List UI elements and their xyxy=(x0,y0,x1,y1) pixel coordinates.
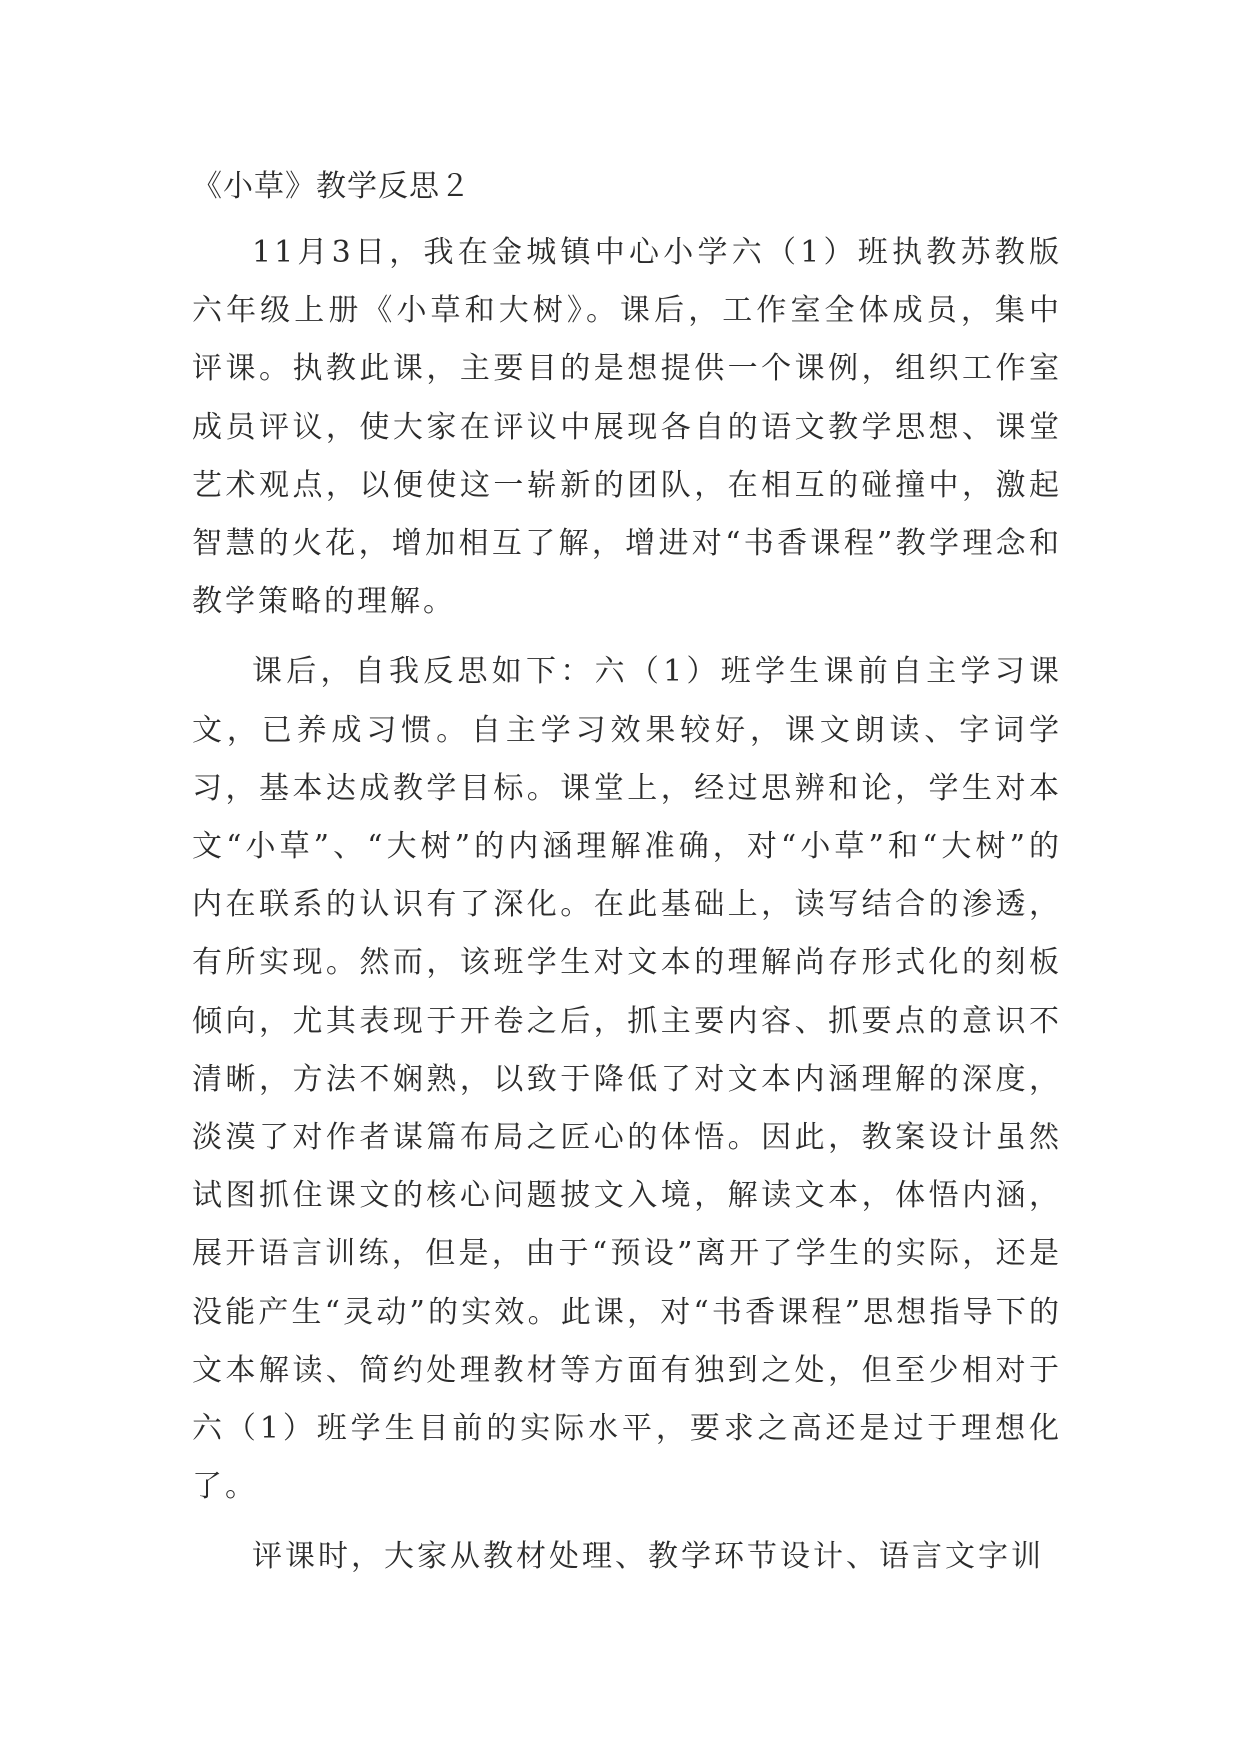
paragraph-3: 评课时，大家从教材处理、教学环节设计、语言文字训 xyxy=(252,1539,1044,1575)
document-title: 《小草》教学反思２ xyxy=(192,169,471,204)
paragraph-1: 11月3日，我在金城镇中心小学六（1）班执教苏教版六年级上册《小草和大树》。课后，工作室全体成员，集中评课。执教此课，主要目的是想提供一个课例，组织工作室成员评议，使大家在评议中展现各自的语文教学思想、课堂艺术观点，以便使这一崭新的团队，在相互的碰撞中，激起智慧的火花，增加相互了解，增进对“书香课程”教学理念和教学策略的理解。 xyxy=(192,235,1062,620)
document-body xyxy=(192,158,1062,1599)
paragraph-2: 课后，自我反思如下：六（1）班学生课前自主学习课文，已养成习惯。自主学习效果较好，课文朗读、字词学习，基本达成教学目标。课堂上，经过思辨和论，学生对本文“小草”、“大树”的内涵理解准确，对“小草”和“大树”的内在联系的认识有了深化。在此基础上，读写结合的渗透，有所实现。然而，该班学生对文本的理解尚存形式化的刻板倾向，尤其表现于开卷之后，抓主要内容、抓要点的意识不清晰，方法不娴熟，以致于降低了对文本内涵理解的深度，淡漠了对作者谋篇布局之匠心的体悟。因此，教案设计虽然试图抓住课文的核心问题披文入境，解读文本，体悟内涵，展开语言训练，但是，由于“预设”离开了学生的实际，还是没能产生“灵动”的实效。此课，对“书香课程”思想指导下的文本解读、简约处理教材等方面有独到之处，但至少相对于六（1）班学生目前的实际水平，要求之高还是过于理想化了。 xyxy=(192,654,1062,1505)
